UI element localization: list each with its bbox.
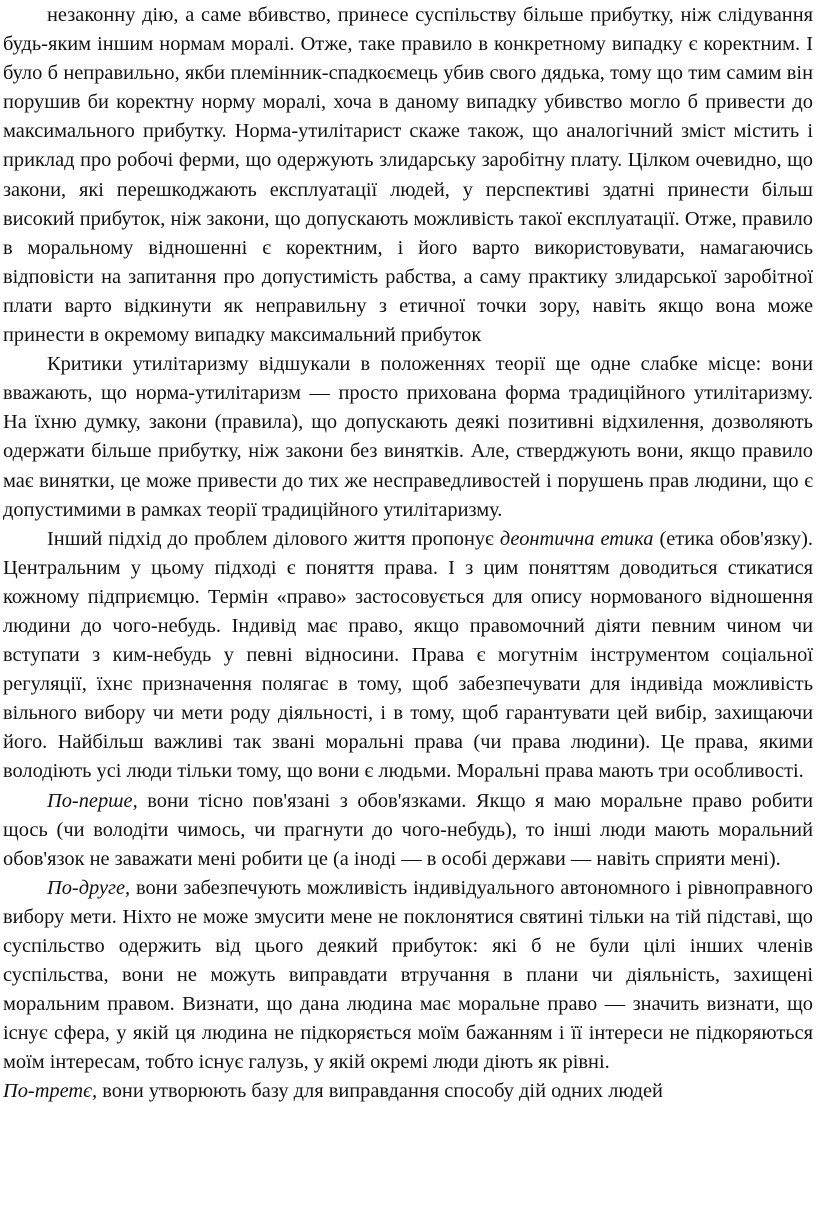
paragraph-5-lead: По-друге, [47, 876, 131, 899]
paragraph-4 [3, 787, 813, 874]
paragraph-3 [3, 525, 813, 787]
paragraph-6-text: вони утворюють базу для виправдання способу дій одних людей [97, 1080, 663, 1103]
paragraph-4-text: вони тісно пов'язані з обов'язками. Якщо я маю моральне право робити щось (чи володіти чимось, чи прагнути до чого-небудь), то інші люди мають моральний обов'язок не заважати мені робити це (а іноді — в особі держави — навіть сприяти мені). [3, 789, 813, 870]
paragraph-1-text: незаконну дію, а саме вбивство, принесе суспільству більше прибутку, ніж слідування будь-яким іншим нормам моралі. Отже, таке правило в конкретному випадку є коректним. І було б неправильно, якби племінник-спадкоємець убив свого дядька, тому що тим самим він порушив би коректну норму моралі, хоча в даному випадку убивство могло б привести до максимального прибутку. Норма-утилітарист скаже також, що аналогічний зміст містить і приклад про робочі ферми, що одержують злидарську заробітну плату. Цілком очевидно, що закони, які перешкоджають експлуатації людей, у перспективі здатні принести більш високий прибуток, ніж закони, що допускають можливість такої експлуатації. Отже, правило в моральному відношенні є коректним, і його варто використовувати, намагаючись відповісти на запитання про допустимість рабства, а саму практику злидарської заробітної плати варто відкинути як неправильну з етичної точки зору, навіть якщо вона може принести в окремому випадку максимальний прибуток [3, 4, 813, 347]
paragraph-6 [3, 1077, 813, 1106]
paragraph-2-text: Критики утилітаризму відшукали в положеннях теорії ще одне слабке місце: вони вважають, що норма-утилітаризм — просто прихована форма традиційного утилітаризму. На їхню думку, закони (правила), що допускають деякі позитивні відхилення, дозволяють одержати більше прибутку, ніж закони без винятків. Але, стверджують вони, якщо правило має винятки, це може привести до тих же несправедливостей і порушень прав людини, що є допустимими в рамках теорії традиційного утилітаризму. [3, 353, 813, 521]
paragraph-1 [3, 1, 813, 350]
paragraph-5-text: вони забезпечують можливість індивідуального автономного і рівноправного вибору мети. Ніхто не може змусити мене не поклонятися святині тільки на тій підставі, що суспільство одержить від цього деякий прибуток: які б не були цілі інших членів суспільства, вони не можуть виправдати втручання в плани чи діяльність, захищені моральним правом. Визнати, що дана людина має моральне право — значить визнати, що існує сфера, у якій ця людина не підкоряється моїм бажанням і її інтереси не підкоряються моїм інтересам, тобто існує галузь, у якій окремі люди діють як рівні. [3, 876, 813, 1074]
paragraph-5 [3, 874, 813, 1078]
paragraph-3-term: деонтична етика [499, 527, 654, 550]
paragraph-2 [3, 350, 813, 525]
paragraph-6-lead: По-третє, [3, 1080, 98, 1103]
paragraph-4-lead: По-перше, [47, 789, 138, 812]
paragraph-3-text-rest: (етика обов'язку). Центральним у цьому підході є поняття права. І з цим поняттям доводиться стикатися кожному підприємцю. Термін «право» застосовується для опису нормованого відношення людини до чого-небудь. Індивід має право, якщо правомочний діяти певним чином чи вступати з ким-небудь у певні відносини. Права є могутнім інструментом соціальної регуляції, їхнє призначення полягає в тому, щоб забезпечувати для індивіда можливість вільного вибору чи мети роду діяльності, і в тому, щоб гарантувати цей вибір, захищаючи його. Найбільш важливі так звані моральні права (чи права людини). Це права, якими володіють усі люди тільки тому, що вони є людьми. Моральні права мають три особливості. [3, 527, 813, 783]
paragraph-3-text-start: Інший підхід до проблем ділового життя пропонує [47, 527, 500, 550]
